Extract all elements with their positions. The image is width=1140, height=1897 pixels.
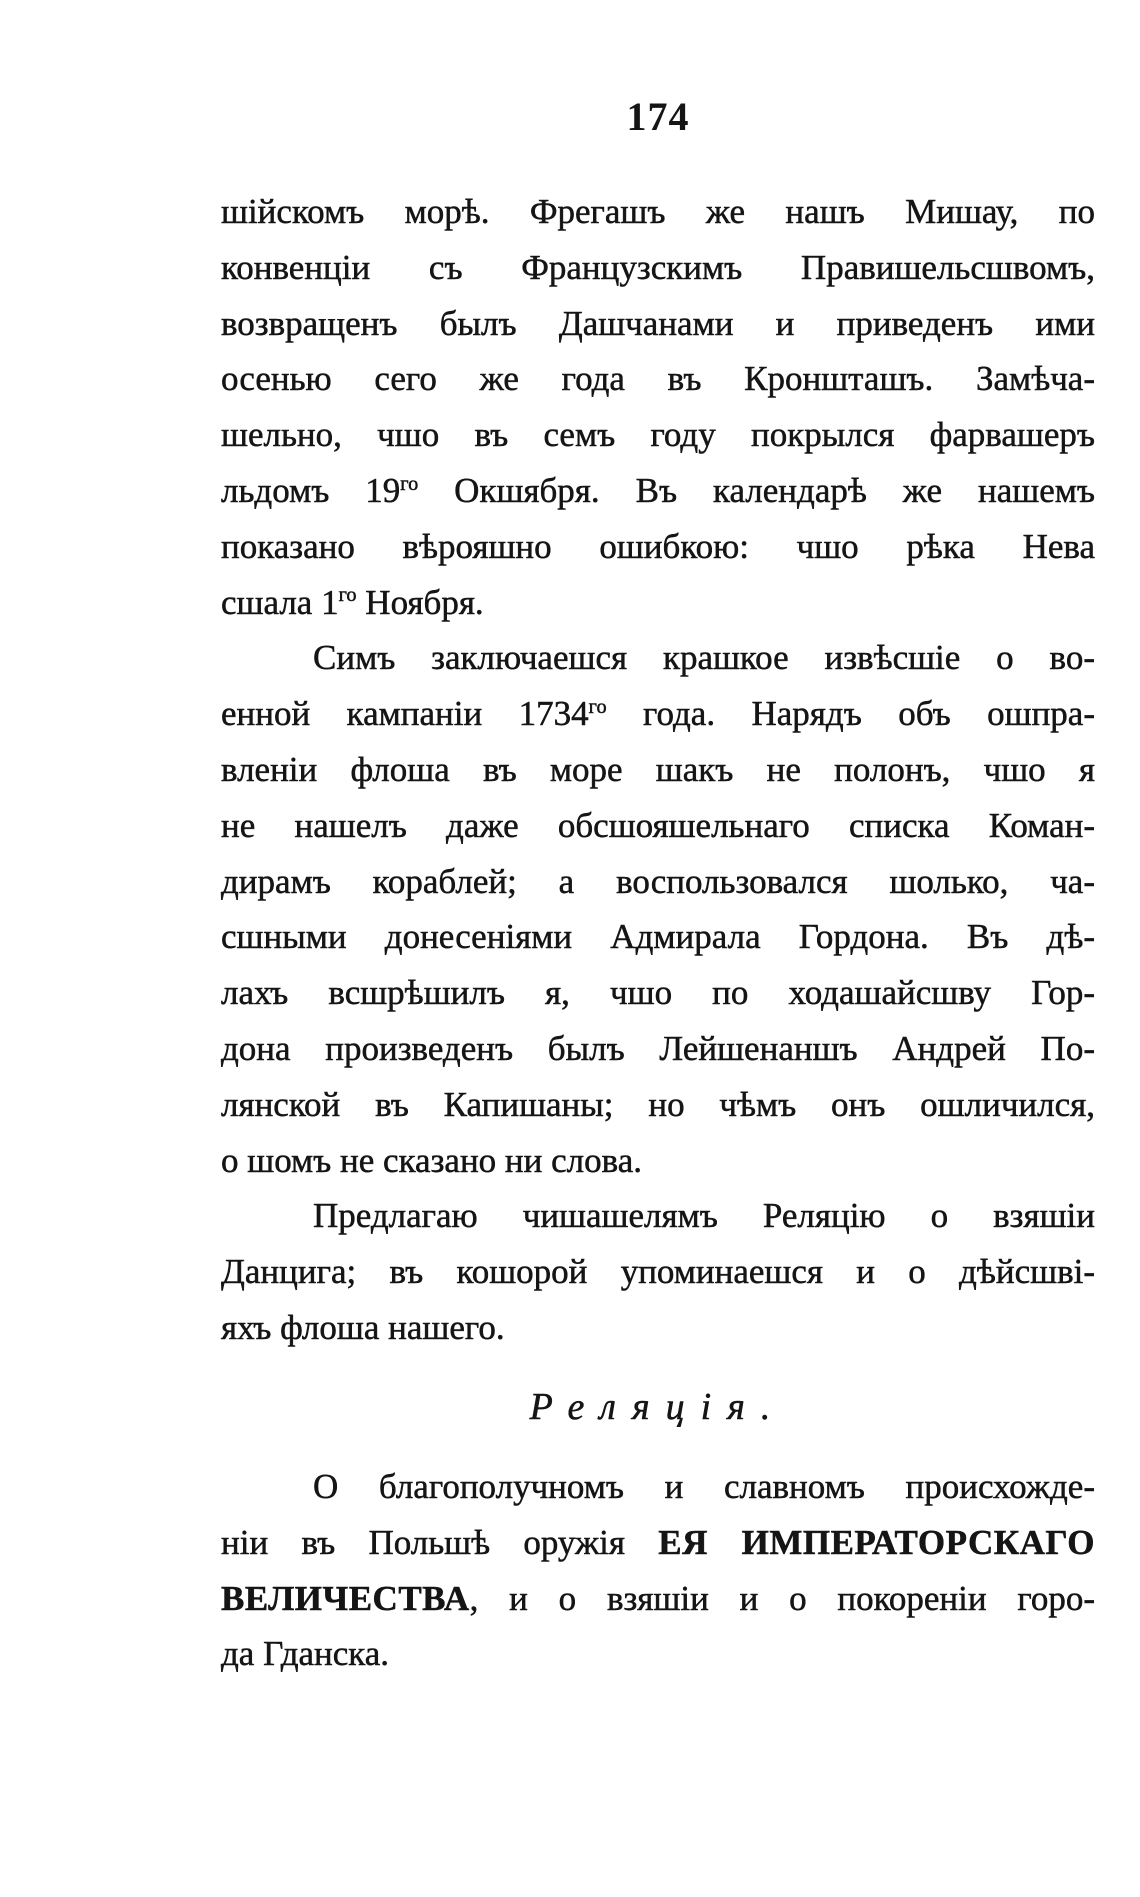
text-line: [221, 463, 1095, 519]
text-segment: сшала 1: [221, 582, 339, 622]
text-line: шельно, чшо въ семъ году покрылся фарвашеръ: [221, 415, 1095, 455]
text-segment: Ноября.: [356, 582, 484, 622]
text-segment: льдомъ 19: [221, 470, 401, 510]
text-line: Данцига; въ кошорой упоминаешся и о дѣйсшві-: [221, 1252, 1095, 1292]
text-line: да Гданска.: [221, 1634, 390, 1674]
text-line: возвращенъ былъ Дашчанами и приведенъ ими: [221, 303, 1095, 343]
caps-segment: ЕЯ ИМПЕРАТОРСКАГО: [658, 1522, 1096, 1562]
text-segment: ніи въ Польшѣ оружія: [221, 1522, 659, 1562]
text-line: [221, 686, 1095, 742]
text-line: дона произведенъ былъ Лейшенаншъ Андрей По-: [221, 1028, 1095, 1068]
text-line: не нашелъ даже обсшояшельнаго списка Коман-: [221, 805, 1095, 845]
text-line: лахъ всшрѣшилъ я, чшо по ходашайсшву Гор-: [221, 973, 1095, 1013]
superscript: го: [338, 584, 357, 607]
text-segment: года. Нарядъ объ ошпра-: [606, 694, 1095, 734]
text-line: Предлагаю чишашелямъ Реляцію о взяшіи: [313, 1196, 1095, 1236]
text-line: лянской въ Капишаны; но чѣмъ онъ ошличился,: [221, 1084, 1095, 1124]
text-segment: Окшября. Въ календарѣ же нашемъ: [418, 470, 1095, 510]
text-line: показано вѣрояшно ошибкою: чшо рѣка Нева: [221, 526, 1095, 566]
text-line: [221, 575, 1095, 631]
superscript: го: [400, 472, 419, 495]
text-line: осенью сего же года въ Кроншташъ. Замѣча-: [221, 359, 1095, 399]
text-line: О благополучномъ и славномъ происхожде-: [313, 1467, 1095, 1506]
body-text: [221, 184, 1095, 1356]
closing-text: [221, 1459, 1095, 1682]
text-line: [221, 1571, 1095, 1627]
text-line: яхъ флоша нашего.: [221, 1307, 505, 1347]
section-heading: Реляція.: [529, 1386, 787, 1428]
page-number: 174: [626, 94, 690, 139]
text-segment: енной кампаніи 1734: [221, 694, 589, 734]
text-line: [221, 1515, 1095, 1571]
caps-segment: ВЕЛИЧЕСТВА: [221, 1578, 470, 1618]
text-line: конвенціи съ Французскимъ Правишельсшвомъ,: [221, 247, 1095, 287]
text-segment: , и о взяшіи и о покореніи горо-: [469, 1578, 1095, 1618]
text-line: сшными донесеніями Адмирала Гордона. Въ дѣ-: [221, 917, 1095, 957]
text-line: о шомъ не сказано ни слова.: [221, 1140, 642, 1180]
superscript: го: [588, 696, 607, 718]
text-line: шійскомъ морѣ. Фрегашъ же нашъ Мишау, по: [221, 192, 1095, 231]
text-line: Симъ заключаешся крашкое извѣсшіе о во-: [313, 638, 1095, 678]
text-line: вленіи флоша въ море шакъ не полонъ, чшо я: [221, 749, 1095, 789]
text-line: дирамъ кораблей; а воспользовался шолько, ча-: [221, 861, 1095, 901]
